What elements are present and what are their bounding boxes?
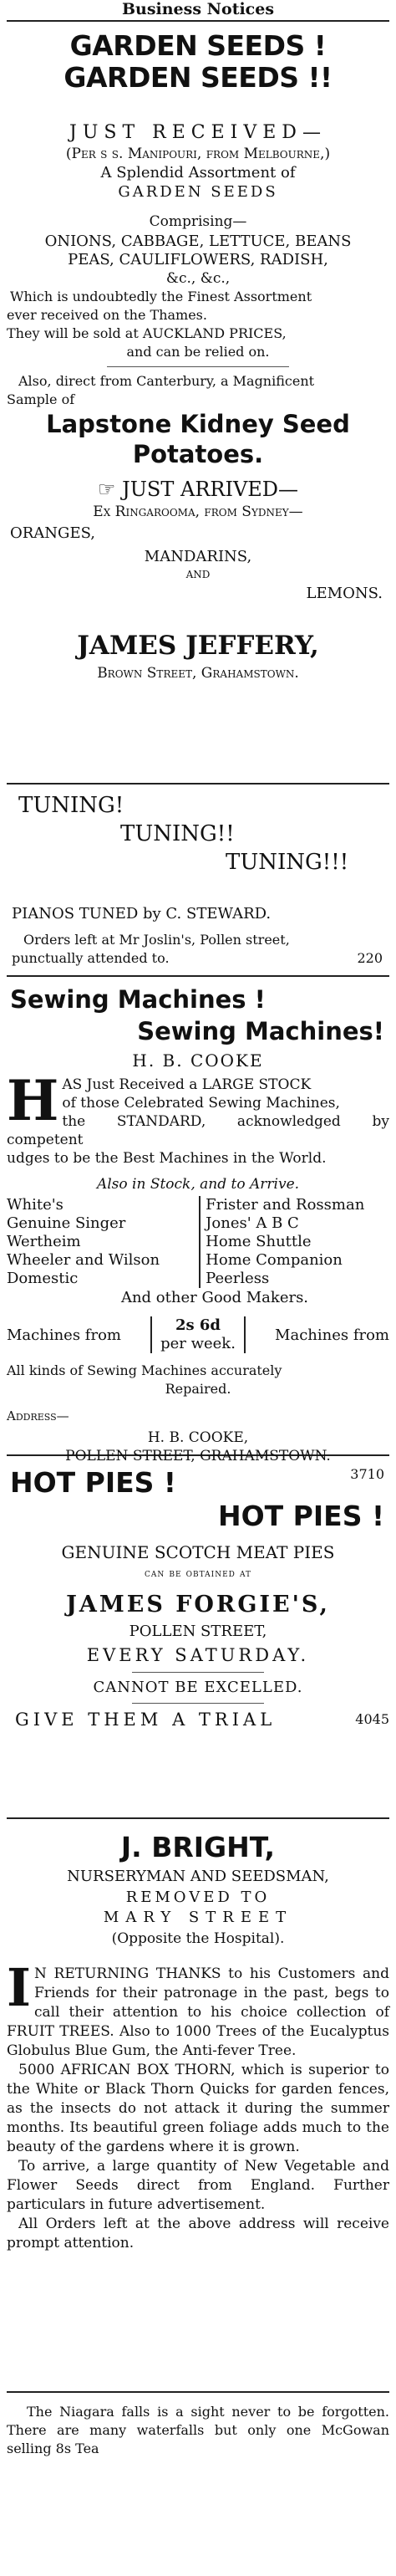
price: 2s 6d per week. xyxy=(150,1316,246,1353)
tuning-2: TUNING!! xyxy=(120,821,235,846)
merchant-address: Brown Street, Grahamstown. xyxy=(97,665,299,682)
nursery-body: 5000 AFRICAN BOX THORN, which is superior to the White or Black Thorn Quicks for garden fences, as the insects do not attack it during the summer months. Its beautiful green foliage adds much to the beauty of the gardens where it is grown. xyxy=(7,2062,389,2155)
seed-list: &c., &c., xyxy=(165,270,231,287)
divider xyxy=(7,2391,389,2393)
headline: GARDEN SEEDS ! xyxy=(69,29,327,62)
address-label: Address— xyxy=(7,1408,69,1423)
baker-street: POLLEN STREET, xyxy=(129,1623,267,1640)
headline: HOT PIES ! xyxy=(218,1500,384,1532)
price-line: Machines from 2s 6d per week. Machines from xyxy=(7,1316,389,1352)
dealer-name: H. B. COOKE xyxy=(132,1050,264,1071)
nursery-body: To arrive, a large quantity of New Vegetable and Flower Seeds direct from England. Further particulars in future advertisement. xyxy=(7,2158,389,2213)
pianos-tuned: PIANOS TUNED by C. STEWARD. xyxy=(12,905,272,923)
fruit: MANDARINS, xyxy=(144,548,252,565)
body: H AS Just Received a LARGE STOCK of those Celebrated Sewing Machines, the STANDARD, acknowledged by competent udges to be the Best Machines in the World. xyxy=(7,1068,389,1167)
drop-cap: H xyxy=(7,1068,59,1133)
machine-list-left: White's Genuine Singer Wertheim Wheeler and Wilson Domestic xyxy=(7,1196,160,1287)
sewing-machines-ad xyxy=(7,984,389,1482)
divider xyxy=(7,975,389,977)
removed-to: REMOVED TO xyxy=(125,1889,271,1906)
tuning-3: TUNING!!! xyxy=(226,850,349,875)
canterbury: Sample of xyxy=(7,391,75,407)
finest: ever received on the Thames. xyxy=(7,307,207,323)
divider xyxy=(7,1817,389,1819)
divider xyxy=(132,1672,264,1673)
niagara-notice: The Niagara falls is a sight never to be forgotten. There are many waterfalls but only one McGowan selling 8s Tea xyxy=(7,2404,389,2456)
just-received: JUST RECEIVED— xyxy=(69,122,327,143)
other-makers: And other Good Makers. xyxy=(120,1289,309,1306)
ad-ref: 220 xyxy=(357,950,383,966)
repairs: All kinds of Sewing Machines accurately xyxy=(7,1362,282,1378)
machine-list xyxy=(7,1196,389,1288)
comprising: Comprising— xyxy=(149,213,247,230)
pointing-hand-icon: ☞ xyxy=(97,478,116,501)
new-street: MARY STREET xyxy=(103,1909,293,1926)
ad-ref: 4045 xyxy=(355,1711,389,1727)
machine-list-right: Frister and Rossman Jones' A B C Home Shuttle Home Companion Peerless xyxy=(199,1196,389,1288)
divider xyxy=(132,1703,264,1704)
fruit-and: AND xyxy=(185,569,211,580)
orders: Orders left at Mr Joslin's, Pollen street, xyxy=(23,932,290,948)
assortment: A Splendid Assortment of xyxy=(100,164,296,181)
ship-line: (Per s s. Manipouri, from Melbourne,) xyxy=(65,146,331,162)
merchant-name: JAMES JEFFERY, xyxy=(77,631,319,661)
trade: NURSERYMAN AND SEEDSMAN, xyxy=(67,1868,329,1885)
headline: Sewing Machines ! xyxy=(10,985,266,1014)
nursery-ad xyxy=(7,1829,389,2391)
nursery-body: All Orders left at the above address will receive prompt attention. xyxy=(7,2216,389,2251)
fruit: LEMONS. xyxy=(306,585,383,602)
canterbury: Also, direct from Canterbury, a Magnificent xyxy=(18,373,315,389)
tuning-1: TUNING! xyxy=(18,793,124,818)
potatoes: Lapstone Kidney Seed xyxy=(46,410,350,438)
prices: They will be sold at AUCKLAND PRICES, xyxy=(7,325,287,341)
relied: and can be relied on. xyxy=(126,344,270,360)
headline: Sewing Machines! xyxy=(137,1017,384,1045)
cannot-be-excelled: CANNOT BE EXCELLED. xyxy=(93,1679,303,1696)
headline: HOT PIES ! xyxy=(10,1466,176,1499)
piano-tuning-ad xyxy=(7,785,389,975)
obtained-at: can be obtained at xyxy=(144,1567,252,1580)
hot-pies-ad xyxy=(7,1466,389,1817)
divider xyxy=(107,366,289,367)
every-saturday: EVERY SATURDAY. xyxy=(86,1645,310,1665)
finest: Which is undoubtedly the Finest Assortment xyxy=(10,289,312,304)
drop-cap: I xyxy=(7,1957,32,2018)
fruit: ORANGES, xyxy=(10,524,95,542)
genuine-pies: GENUINE SCOTCH MEAT PIES xyxy=(61,1542,335,1562)
garden-seeds-line: GARDEN SEEDS xyxy=(118,183,278,201)
seed-list: ONIONS, CABBAGE, LETTUCE, BEANS xyxy=(44,233,352,250)
orders: punctually attended to. 220 xyxy=(12,950,383,966)
opposite: (Opposite the Hospital). xyxy=(111,1930,285,1947)
also-in-stock: Also in Stock, and to Arrive. xyxy=(96,1176,300,1193)
just-arrived: ☞ JUST ARRIVED— xyxy=(97,478,299,501)
garden-seeds-ad xyxy=(7,30,389,783)
potatoes: Potatoes. xyxy=(132,440,264,468)
baker-name: JAMES FORGIE'S, xyxy=(66,1592,330,1618)
section-header: Business Notices xyxy=(7,0,389,22)
dealer-address: POLLEN STREET, GRAHAMSTOWN. xyxy=(65,1448,331,1464)
repairs: Repaired. xyxy=(165,1381,231,1397)
dealer-address: H. B. COOKE, xyxy=(147,1429,249,1446)
headline: GARDEN SEEDS !! xyxy=(63,61,333,94)
seed-list: PEAS, CAULIFLOWERS, RADISH, xyxy=(68,251,328,268)
ad-ref: 3710 xyxy=(350,1466,384,1482)
give-trial: GIVE THEM A TRIAL 4045 xyxy=(7,1707,389,1732)
ex-ship: Ex Ringarooma, from Sydney— xyxy=(93,503,303,520)
nursery-name: J. BRIGHT, xyxy=(120,1831,276,1863)
nursery-body: I N RETURNING THANKS to his Customers and Friends for their patronage in the past, begs to call their attention to his choice collection of FRUIT TREES. Also to 1000 Trees of the Eucalyptus Globulus Blue Gum, the Anti-fever Tree. xyxy=(7,1957,389,2059)
